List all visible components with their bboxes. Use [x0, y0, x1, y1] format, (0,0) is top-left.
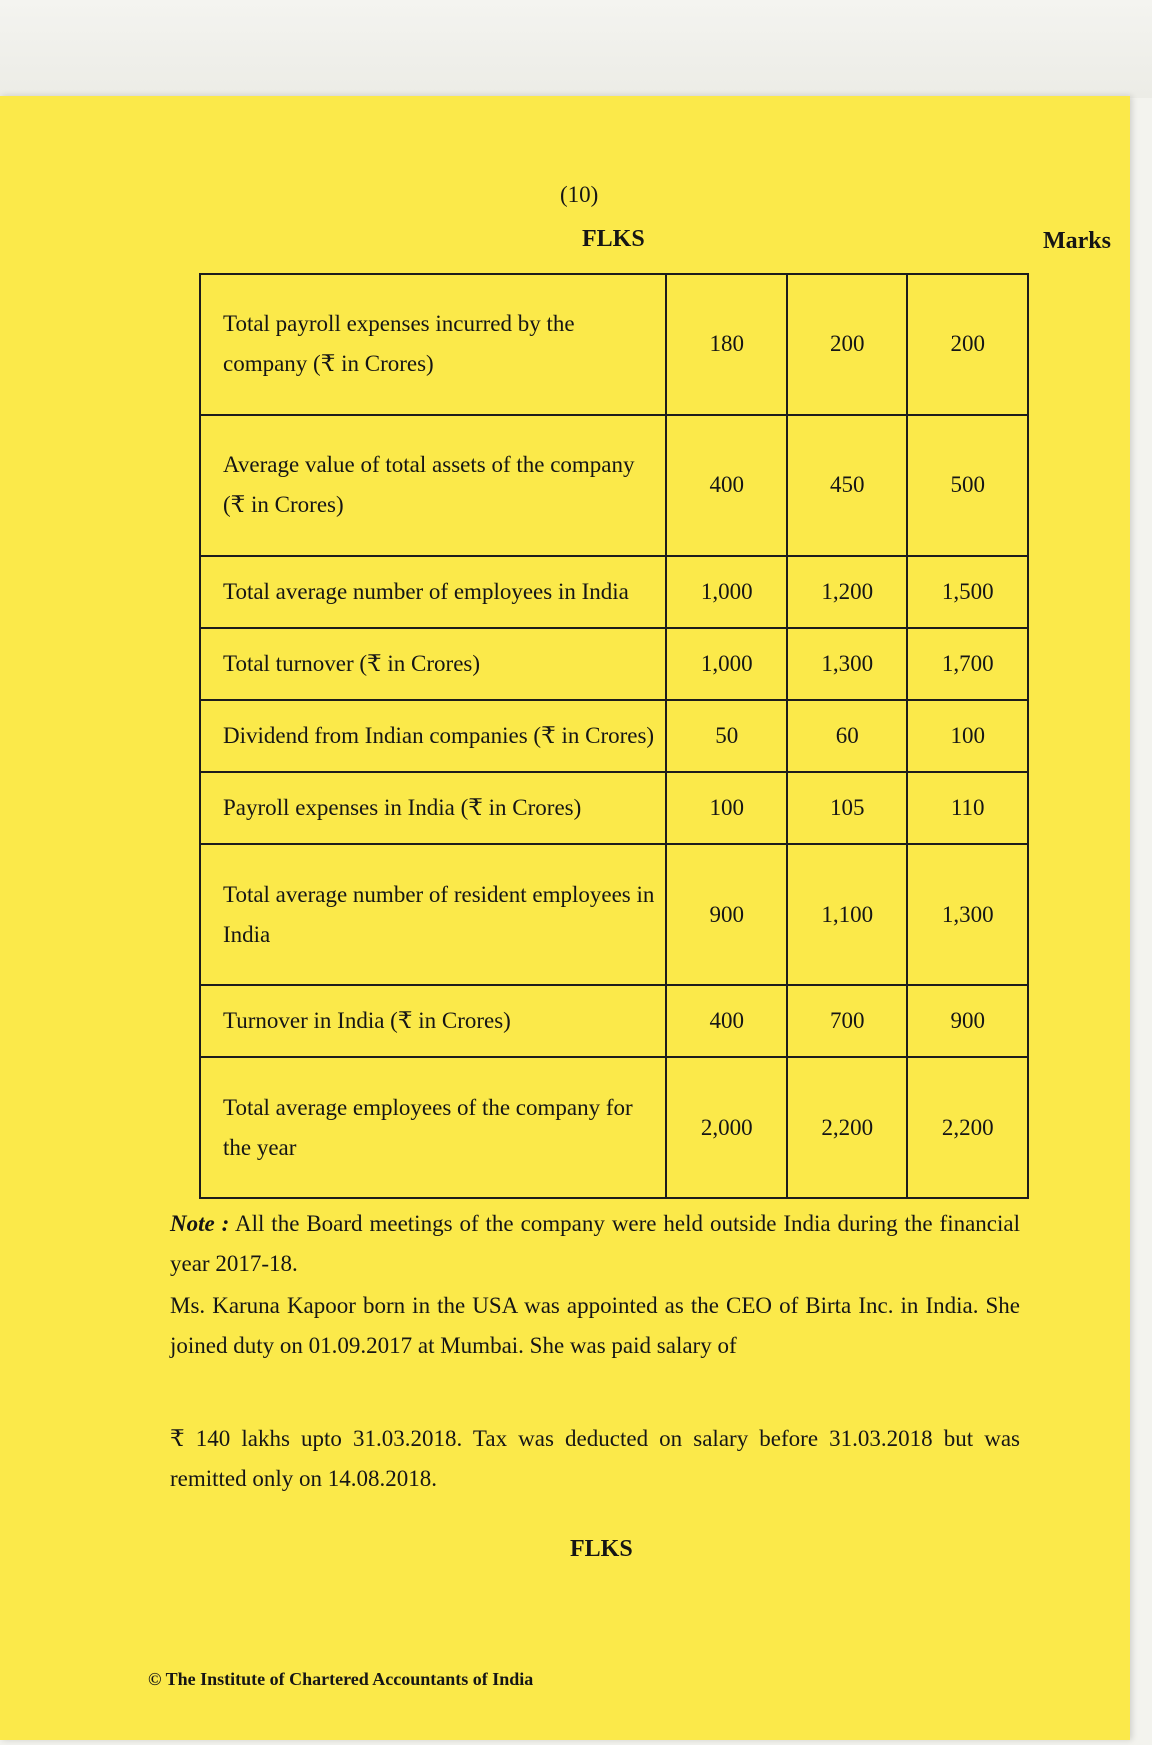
row-label: Total payroll expenses incurred by the company (₹ in Crores) [200, 274, 666, 415]
table-row [200, 274, 1028, 415]
table-row [200, 556, 1028, 628]
row-value: 1,000 [666, 556, 787, 628]
row-value: 100 [907, 700, 1028, 772]
row-value: 2,000 [666, 1057, 787, 1198]
row-value: 900 [666, 844, 787, 985]
row-value: 200 [787, 274, 908, 415]
row-value: 180 [666, 274, 787, 415]
row-label: Total average number of resident employees in India [200, 844, 666, 985]
row-label: Average value of total assets of the company (₹ in Crores) [200, 415, 666, 556]
row-label: Turnover in India (₹ in Crores) [200, 985, 666, 1057]
row-label: Total average employees of the company for the year [200, 1057, 666, 1198]
row-label: Payroll expenses in India (₹ in Crores) [200, 772, 666, 844]
row-value: 500 [907, 415, 1028, 556]
note-text: All the Board meetings of the company were held outside India during the financial year 2017-18. [170, 1211, 1021, 1276]
table-row [200, 1057, 1028, 1198]
row-value: 1,000 [666, 628, 787, 700]
row-value: 1,100 [787, 844, 908, 985]
row-label: Total average number of employees in India [200, 556, 666, 628]
salary-paragraph: ₹ 140 lakhs upto 31.03.2018. Tax was deducted on salary before 31.03.2018 but was remitted only on 14.08.2018. [170, 1426, 1020, 1491]
row-value: 60 [787, 700, 908, 772]
row-value: 1,300 [907, 844, 1028, 985]
row-value: 2,200 [907, 1057, 1028, 1198]
note-label: Note : [170, 1211, 230, 1236]
row-label: Total turnover (₹ in Crores) [200, 628, 666, 700]
row-value: 450 [787, 415, 908, 556]
row-value: 400 [666, 985, 787, 1057]
row-label: Dividend from Indian companies (₹ in Crores) [200, 700, 666, 772]
row-value: 1,500 [907, 556, 1028, 628]
ceo-paragraph: Ms. Karuna Kapoor born in the USA was appointed as the CEO of Birta Inc. in India. She joined duty on 01.09.2017 at Mumbai. She was paid salary of [170, 1293, 1020, 1358]
row-value: 100 [666, 772, 787, 844]
page-number: (10) [560, 182, 599, 207]
row-value: 700 [787, 985, 908, 1057]
row-value: 105 [787, 772, 908, 844]
row-value: 2,200 [787, 1057, 908, 1198]
note-paragraph [170, 1204, 1020, 1284]
table-row [200, 700, 1028, 772]
table-row [200, 628, 1028, 700]
copyright-footer: © The Institute of Chartered Accountants of India [148, 1669, 534, 1689]
row-value: 400 [666, 415, 787, 556]
table-row [200, 844, 1028, 985]
row-value: 1,300 [787, 628, 908, 700]
row-value: 110 [907, 772, 1028, 844]
paper-code-footer: FLKS [570, 1536, 633, 1562]
company-data-table [199, 273, 1029, 1199]
table-row [200, 415, 1028, 556]
table-row [200, 772, 1028, 844]
row-value: 200 [907, 274, 1028, 415]
row-value: 50 [666, 700, 787, 772]
table-row [200, 985, 1028, 1057]
marks-column-label: Marks [1043, 228, 1111, 254]
scanned-page-background [0, 0, 1152, 98]
paper-code-header: FLKS [582, 226, 645, 252]
question-paper-page [0, 96, 1130, 1740]
row-value: 1,200 [787, 556, 908, 628]
row-value: 900 [907, 985, 1028, 1057]
row-value: 1,700 [907, 628, 1028, 700]
